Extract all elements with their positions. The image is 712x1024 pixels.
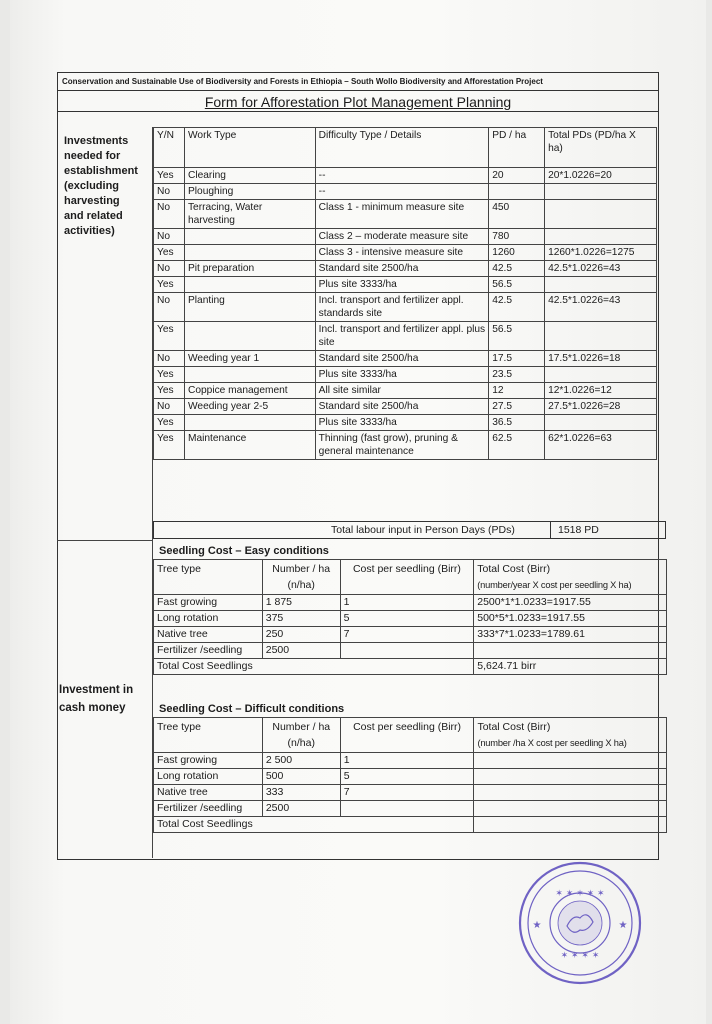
cell-tree-type: Fast growing [154,753,263,769]
cell-total-cost: 2500*1*1.0233=1917.55 [474,595,667,611]
cell-yn: No [154,200,185,229]
table-row [154,643,667,659]
cell-total-pds: 62*1.0226=63 [545,431,657,460]
table-row [154,184,657,200]
header-total-pds: Total PDs (PD/ha X ha) [545,128,657,168]
cell-total-pds [545,367,657,383]
cell-work-type: Terracing, Water harvesting [184,200,315,229]
table-row [154,277,657,293]
cell-number: 2 500 [262,753,340,769]
easy-seedling-table [153,559,667,675]
cell-number: 250 [262,627,340,643]
cell-total-cost [474,801,667,817]
cell-yn: Yes [154,168,185,184]
cell-yn: Yes [154,431,185,460]
cell-total-cost: 500*5*1.0233=1917.55 [474,611,667,627]
cell-total-pds [545,229,657,245]
cell-tree-type: Fertilizer /seedling [154,643,263,659]
section-investments-label [64,134,138,239]
cell-yn: No [154,293,185,322]
cell-work-type [184,277,315,293]
difficult-title: Seedling Cost – Difficult conditions [159,703,345,715]
cell-cost: 7 [340,627,474,643]
cell-work-type: Pit preparation [184,261,315,277]
cell-details: Plus site 3333/ha [315,415,489,431]
cell-yn: Yes [154,322,185,351]
cell-yn: No [154,184,185,200]
cell-total-pds: 42.5*1.0226=43 [545,261,657,277]
cell-work-type [184,229,315,245]
easy-total-label: Total Cost Seedlings [154,659,474,675]
difficult-body [154,753,667,817]
cell-tree-type: Long rotation [154,611,263,627]
cell-work-type: Ploughing [184,184,315,200]
cell-pd-ha: 1260 [489,245,545,261]
easy-total-value: 5,624.71 birr [474,659,667,675]
cell-yn: Yes [154,367,185,383]
table-row [154,415,657,431]
difficult-seedling-table [153,717,667,833]
header-total-label: Total Cost (Birr) [477,721,551,733]
table-row [154,659,667,675]
cell-total-pds: 42.5*1.0226=43 [545,293,657,322]
cell-work-type: Weeding year 2-5 [184,399,315,415]
table-row [154,351,657,367]
header-cost: Cost per seedling (Birr) [340,560,474,595]
cell-pd-ha: 20 [489,168,545,184]
table-header-row [154,560,667,595]
cell-work-type: Weeding year 1 [184,351,315,367]
cell-details: Standard site 2500/ha [315,261,489,277]
cell-cost: 5 [340,611,474,627]
cell-pd-ha: 42.5 [489,261,545,277]
section-label-line: (excluding [64,180,120,192]
cell-work-type [184,415,315,431]
total-labour-divider [550,522,551,538]
cell-total-cost [474,785,667,801]
cell-details: Plus site 3333/ha [315,277,489,293]
header-total-cost [474,718,667,753]
cell-work-type [184,245,315,261]
official-stamp-icon [515,858,645,988]
cell-total-cost [474,753,667,769]
cell-work-type: Clearing [184,168,315,184]
cell-yn: No [154,399,185,415]
header-total-cost [474,560,667,595]
cell-pd-ha: 27.5 [489,399,545,415]
project-header: Conservation and Sustainable Use of Biodiversity and Forests in Ethiopia – South Wollo Biodiversity and Afforestation Project [58,73,658,91]
table-row [154,627,667,643]
cell-pd-ha: 17.5 [489,351,545,367]
header-pd-ha: PD / ha [489,128,545,168]
header-tree-type: Tree type [154,718,263,753]
table-header-row [154,128,657,168]
table-row [154,785,667,801]
difficult-total-label: Total Cost Seedlings [154,817,474,833]
table-row [154,293,657,322]
cell-total-pds: 27.5*1.0226=28 [545,399,657,415]
header-total-note: (number/year X cost per seedling X ha) [477,580,632,590]
cell-work-type [184,322,315,351]
cell-details: Plus site 3333/ha [315,367,489,383]
cell-total-pds: 17.5*1.0226=18 [545,351,657,367]
table-header-row [154,718,667,753]
cell-yn: No [154,229,185,245]
cell-cost [340,801,474,817]
difficult-total-value [474,817,667,833]
section-divider [57,540,153,541]
cell-pd-ha: 23.5 [489,367,545,383]
cell-pd-ha: 12 [489,383,545,399]
cell-tree-type: Native tree [154,785,263,801]
cell-work-type: Planting [184,293,315,322]
cell-tree-type: Native tree [154,627,263,643]
table-row [154,611,667,627]
svg-text:✶ ✶ ✶ ✶: ✶ ✶ ✶ ✶ [560,951,600,961]
cell-total-pds [545,322,657,351]
cell-details: -- [315,168,489,184]
cell-pd-ha: 62.5 [489,431,545,460]
header-total-label: Total Cost (Birr) [477,563,551,575]
cell-details: -- [315,184,489,200]
cell-yn: Yes [154,383,185,399]
cell-pd-ha: 42.5 [489,293,545,322]
section-label-line: Investments [64,135,129,147]
labour-table [153,127,657,460]
cell-details: Standard site 2500/ha [315,399,489,415]
header-work-type: Work Type [184,128,315,168]
svg-text:✶ ✶ ✶ ✶ ✶: ✶ ✶ ✶ ✶ ✶ [555,889,605,899]
cell-yn: No [154,351,185,367]
header-difficulty: Difficulty Type / Details [315,128,489,168]
cell-details: Class 2 – moderate measure site [315,229,489,245]
cell-yn: Yes [154,277,185,293]
table-row [154,753,667,769]
cell-work-type [184,367,315,383]
header-number: Number / ha (n/ha) [262,718,340,753]
header-total-note: (number /ha X cost per seedling X ha) [477,738,627,748]
table-row [154,595,667,611]
table-row [154,322,657,351]
cell-details: Class 1 - minimum measure site [315,200,489,229]
cell-number: 2500 [262,801,340,817]
cell-work-type: Coppice management [184,383,315,399]
cell-pd-ha: 56.5 [489,322,545,351]
section-label-line: activities) [64,225,115,237]
easy-body [154,595,667,659]
cell-pd-ha: 450 [489,200,545,229]
cell-number: 1 875 [262,595,340,611]
cell-total-pds: 20*1.0226=20 [545,168,657,184]
header-tree-type: Tree type [154,560,263,595]
cell-total-cost [474,643,667,659]
section-cash-label [59,681,133,717]
cell-tree-type: Long rotation [154,769,263,785]
section-label-line: harvesting [64,195,120,207]
cell-details: Class 3 - intensive measure site [315,245,489,261]
cell-details: Standard site 2500/ha [315,351,489,367]
cell-total-cost: 333*7*1.0233=1789.61 [474,627,667,643]
cell-number: 500 [262,769,340,785]
cell-number: 2500 [262,643,340,659]
cell-total-pds: 12*1.0226=12 [545,383,657,399]
svg-text:★: ★ [532,920,542,931]
table-row [154,367,657,383]
section-label-line: needed for [64,150,121,162]
table-row [154,229,657,245]
cell-work-type: Maintenance [184,431,315,460]
cell-number: 333 [262,785,340,801]
cell-total-pds [545,415,657,431]
total-labour-value: 1518 PD [558,524,599,536]
total-labour-row [153,521,666,539]
cell-pd-ha: 36.5 [489,415,545,431]
table-row [154,399,657,415]
table-row [154,431,657,460]
section-label-line: establishment [64,165,138,177]
table-row [154,817,667,833]
easy-title: Seedling Cost – Easy conditions [159,545,329,557]
cell-yn: No [154,261,185,277]
cell-cost: 1 [340,753,474,769]
cell-pd-ha [489,184,545,200]
cell-total-pds [545,277,657,293]
cell-tree-type: Fertilizer /seedling [154,801,263,817]
cell-number: 375 [262,611,340,627]
cell-details: Thinning (fast grow), pruning & general maintenance [315,431,489,460]
cell-cost [340,643,474,659]
cell-yn: Yes [154,245,185,261]
cell-cost: 7 [340,785,474,801]
cell-pd-ha: 780 [489,229,545,245]
section-label-line: and related [64,210,123,222]
cell-details: Incl. transport and fertilizer appl. plus site [315,322,489,351]
header-cost: Cost per seedling (Birr) [340,718,474,753]
svg-text:★: ★ [618,920,628,931]
cell-details: All site similar [315,383,489,399]
table-row [154,769,667,785]
header-number: Number / ha (n/ha) [262,560,340,595]
table-row [154,801,667,817]
section-label-line: Investment in [59,684,134,696]
cell-total-pds [545,184,657,200]
labour-body [154,168,657,460]
cell-cost: 5 [340,769,474,785]
table-row [154,245,657,261]
section-label-line: cash money [59,702,126,714]
cell-tree-type: Fast growing [154,595,263,611]
cell-total-pds: 1260*1.0226=1275 [545,245,657,261]
form-title: Form for Afforestation Plot Management Planning [58,91,658,112]
table-row [154,383,657,399]
table-row [154,200,657,229]
cell-total-cost [474,769,667,785]
cell-cost: 1 [340,595,474,611]
cell-pd-ha: 56.5 [489,277,545,293]
table-row [154,261,657,277]
total-labour-label: Total labour input in Person Days (PDs) [331,524,515,536]
cell-yn: Yes [154,415,185,431]
table-row [154,168,657,184]
cell-details: Incl. transport and fertilizer appl. standards site [315,293,489,322]
cell-total-pds [545,200,657,229]
header-yn: Y/N [154,128,185,168]
